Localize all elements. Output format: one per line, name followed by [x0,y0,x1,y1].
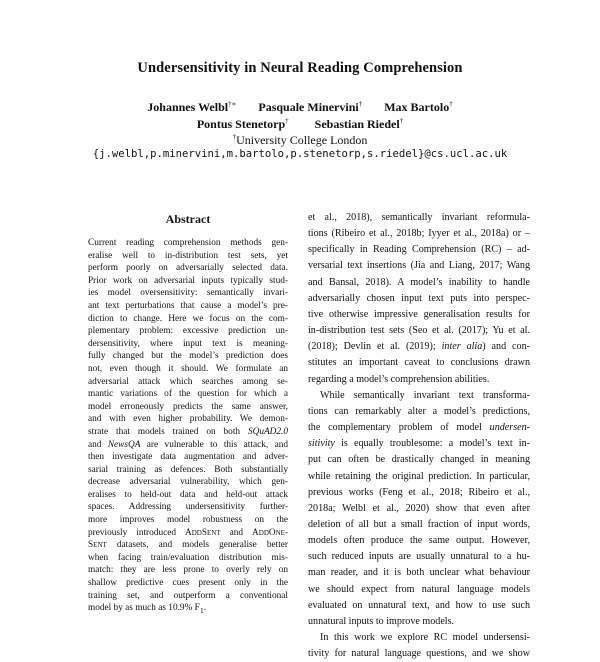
author-mark: † [399,117,404,125]
body-line: put can often be drastically changed in meaning [308,454,530,466]
paper-title: Undersensitivity in Neural Reading Comprehension [137,60,463,76]
abstract-line: ies model oversensitivity: semantically invari- [88,288,288,299]
abstract-line: Current reading comprehension methods gen- [88,238,288,248]
affiliation-mark: † [232,133,237,141]
author-mark: † [285,117,289,125]
author-mark: †∗ [228,100,237,108]
body-line: adversarially chosen input text puts into perspec- [308,292,530,304]
abstract-line: not, even though it should. We formulate an [88,363,288,374]
body-line: specifically in Reading Comprehension (RC) – ad- [308,244,530,256]
body-line: et al., 2018), semantically invariant reformula- [308,212,530,223]
body-line: tions can remarkably alter a model’s predictions, [308,405,530,417]
body-line: in-distribution test sets (Seo et al. (2017); Yu et al. [308,325,530,337]
body-line: the complementary problem of model undersen- [308,422,531,434]
body-line: While semantically invariant text transforma- [320,389,530,401]
abstract-line: eralises to held-out data and held-out attack [88,489,288,500]
affiliation-name: University College London [236,133,368,147]
abstract-line: previously introduced AddSent and AddOne- [88,527,289,538]
author-name: Pontus Stenetorp [196,117,286,131]
abstract-heading: Abstract [165,212,211,226]
dataset-newsqa: NewsQA [107,439,141,450]
author-row-1 [0,100,600,115]
body-line: while retaining the original prediction. In particular, [308,470,530,482]
abstract-line: Prior work on adversarial inputs typically stud- [88,275,288,286]
body-line: previous works (Feng et al., 2018; Ribeiro et al., [308,486,530,498]
abstract-line: more improves model robustness on the [88,515,288,526]
body-line: stitutes an important caveat to conclusions drawn [308,357,530,369]
author-mark: † [358,100,363,108]
abstract-line: plementary problem: excessive prediction un- [88,326,288,337]
abstract-line: Sent datasets, and models generalise better [88,540,288,551]
dataset-squad: SQuAD2.0 [247,426,289,437]
abstract-line: sarial training as defences. Both substantially [88,464,288,475]
abstract-line: perform poorly on adversarially selected data. [88,263,288,274]
author-name: Sebastian Riedel [314,117,400,131]
abstract-line: and with even higher probability. We demon- [88,414,288,425]
body-line: tivity for natural language questions, and we show [308,648,530,660]
abstract-line: model erroneously predicts the same answer, [88,401,288,412]
abstract-line: eralise well to in-distribution test sets, yet [88,250,288,261]
author-emails: {j.welbl,p.minervini,m.bartolo,p.stenetorp,s.riedel}@cs.ucl.ac.uk [92,148,508,160]
abstract-line: spaces. Addressing undersensitivity further- [88,502,288,513]
body-line: man reader, and it is both unclear what behaviour [308,567,530,579]
body-line: (2018); Devlin et al. (2019); inter alia) and con- [308,341,530,353]
abstract-line: adversarial attack which searches among se- [88,376,288,387]
body-line: such reduced inputs are usually unnatural to a hu- [308,551,530,563]
body-line: 2018a; Welbl et al., 2020) show that even after [308,502,530,514]
affiliation [0,133,600,148]
abstract-line: dersensitivity, where input text is meaning- [88,338,288,349]
abstract-line: decrease adversarial vulnerability, which gen- [88,477,288,488]
body-line: we should expect from natural language models [308,583,530,595]
author-row-2 [0,117,600,132]
abstract-line: match: they are less prone to overly rely on [88,565,288,576]
body-line: and Bansal, 2018). A model’s inability to handle [308,276,530,288]
body-line: versarial text insertions (Jia and Liang, 2017; Wang [308,260,530,272]
abstract-line: fully changed but the model’s prediction does [88,351,288,362]
body-line: models often produce the same output. However, [308,535,530,547]
body-line: deletion of all but a small fraction of input words, [308,518,530,530]
body-line: tive otherwise impressive generalisation results for [308,308,530,320]
abstract-line: shallow predictive cues present only in the [88,578,288,589]
body-line: sitivity is equally troublesome: a model’s text in- [308,438,530,450]
author-name: Pasquale Minervini [258,100,359,114]
body-column-right [308,210,530,662]
body-line: evaluated on unnatural text, and how to use such [308,599,530,611]
abstract-line: training set, and outperform a conventional [88,590,288,601]
abstract-line: ant text perturbations that cause a model’s pre- [88,300,288,311]
body-line: unnatural inputs to improve models. [308,615,455,627]
dataset-addsent: AddSent [185,527,221,538]
abstract-line: strate that models trained on both SQuAD2.0 [88,426,289,437]
abstract-line: then investigate data augmentation and adver- [88,452,288,463]
author-mark: † [449,100,453,108]
abstract-body [88,237,288,618]
abstract-line: diction to change. Here we focus on the com- [88,313,288,324]
body-line: tions (Ribeiro et al., 2018b; Iyyer et al., 2018a) or – [308,228,530,240]
abstract-line: model by as much as 10.9% $F_1$. [88,603,207,616]
abstract-line: mantic variations of the question for which a [88,389,288,400]
abstract-line: when facing train/evaluation distribution mis- [88,552,288,563]
body-line: In this work we explore RC model undersensi- [320,632,530,644]
abstract-line: and NewsQA are vulnerable to this attack, and [88,439,288,450]
body-line: regarding a model’s comprehension abilities. [308,373,490,385]
author-name: Max Bartolo [384,100,450,114]
dataset-addonesent: AddOne- [252,527,289,538]
author-name: Johannes Welbl [147,100,229,114]
